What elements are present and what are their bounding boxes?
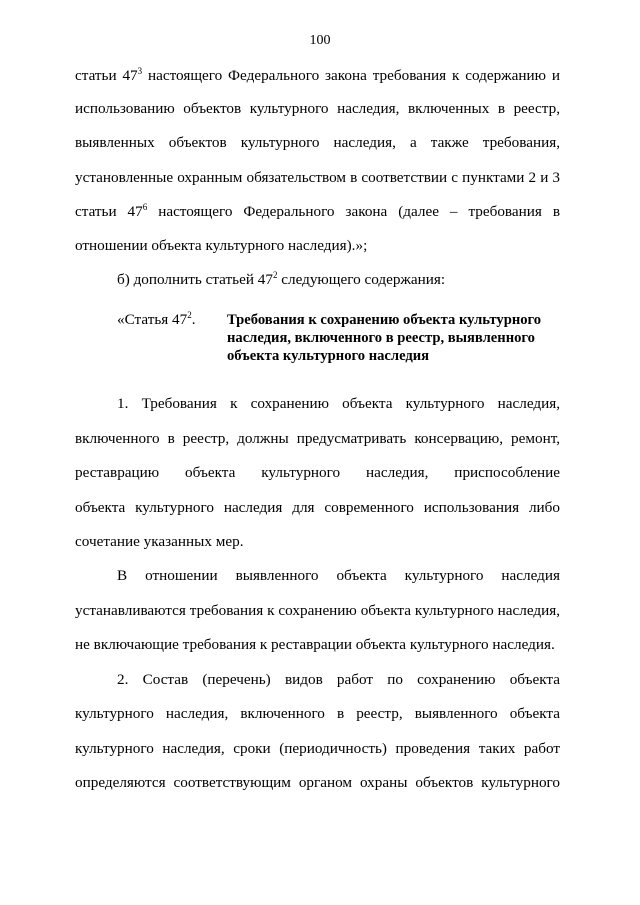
text-fragment: б) дополнить статьей 47 bbox=[117, 271, 273, 288]
paragraph-line: 2. Состав (перечень) видов работ по сохранению объекта bbox=[117, 671, 560, 688]
paragraph-line: В отношении выявленного объекта культурного наследия bbox=[117, 567, 560, 584]
superscript: 2 bbox=[272, 270, 278, 280]
paragraph-line: выявленных объектов культурного наследия, а также требования, bbox=[75, 134, 560, 151]
paragraph-line: объекта культурного наследия для современного использования либо bbox=[75, 499, 560, 516]
paragraph-line bbox=[75, 67, 560, 85]
text-fragment: следующего содержания: bbox=[277, 271, 446, 288]
article-title: Требования к сохранению объекта культурного наследия, включенного в реестр, выявленного объекта культурного наследия bbox=[227, 312, 542, 364]
item-b-line bbox=[117, 271, 562, 289]
superscript: 2 bbox=[187, 310, 192, 320]
paragraph-line: сочетание указанных мер. bbox=[75, 533, 244, 550]
paragraph-line: устанавливаются требования к сохранению объекта культурного наследия, bbox=[75, 602, 560, 619]
text-fragment: . bbox=[191, 311, 196, 328]
superscript: 3 bbox=[137, 66, 143, 76]
paragraph-line: реставрацию объекта культурного наследия, приспособление bbox=[75, 464, 560, 481]
paragraph-line: включенного в реестр, должны предусматривать консервацию, ремонт, bbox=[75, 430, 560, 447]
text-fragment: настоящего Федерального закона (далее – требования в bbox=[147, 203, 560, 220]
text-fragment: «Статья 47 bbox=[117, 311, 188, 328]
text-fragment: статьи 47 bbox=[75, 203, 143, 220]
text-fragment: статьи 47 bbox=[75, 67, 138, 84]
paragraph-line: культурного наследия, сроки (периодичность) проведения таких работ bbox=[75, 740, 560, 757]
paragraph-line: культурного наследия, включенного в реестр, выявленного объекта bbox=[75, 705, 560, 722]
page-number: 100 bbox=[309, 33, 331, 48]
paragraph-line: установленные охранным обязательством в соответствии с пунктами 2 и 3 bbox=[75, 169, 560, 186]
paragraph-line: отношении объекта культурного наследия).»; bbox=[75, 237, 368, 254]
paragraph-line: не включающие требования к реставрации объекта культурного наследия. bbox=[75, 636, 555, 653]
paragraph-line bbox=[75, 203, 560, 221]
paragraph-line: использованию объектов культурного наследия, включенных в реестр, bbox=[75, 100, 560, 117]
article-label bbox=[117, 311, 196, 329]
paragraph-line: определяются соответствующим органом охраны объектов культурного bbox=[75, 774, 560, 791]
paragraph-line: 1. Требования к сохранению объекта культурного наследия, bbox=[117, 395, 560, 412]
text-fragment: настоящего Федерального закона требования к содержанию и bbox=[142, 67, 560, 84]
superscript: 6 bbox=[142, 202, 148, 212]
